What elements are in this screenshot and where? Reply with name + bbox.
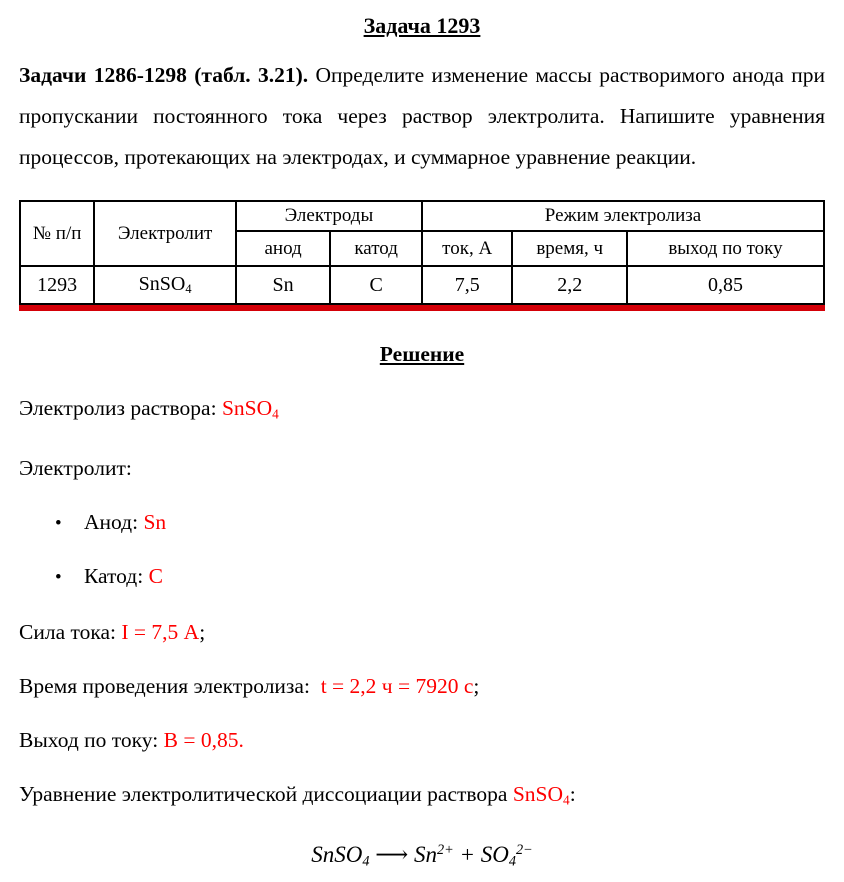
dissociation-equation: SnSO$_4$ ⟶ $Sn^{2+} + SO_4^{2-}$ xyxy=(311,841,533,870)
header-time: время, ч xyxy=(512,231,627,266)
cell-electrolyte: SnSO$_4$ xyxy=(94,266,236,304)
solution-line-time: Время проведения электролиза: t = 2,2 ч = 7920 с; xyxy=(19,674,480,699)
solution-line-electrolyte-label: Электролит: xyxy=(19,456,132,481)
header-anode: анод xyxy=(236,231,330,266)
table-row xyxy=(20,266,824,304)
problem-statement: Задачи 1286-1298 (табл. 3.21). Определите изменение массы растворимого анода при пропускании постоянного тока через раствор электролита. Напишите уравнения процессов, протекающих на электродах, и суммарное уравнение реакции. xyxy=(19,63,825,169)
conditions-table xyxy=(19,200,825,305)
solution-line-yield: Выход по току: В = 0,85. xyxy=(19,728,244,753)
header-group-mode: Режим электролиза xyxy=(422,201,824,231)
solution-line-electrolysis: Электролиз раствора: SnSO$_4$ xyxy=(19,396,279,422)
electrode-list xyxy=(19,509,825,591)
page-title: Задача 1293 xyxy=(363,13,481,38)
cell-current: 7,5 xyxy=(422,266,512,304)
header-electrolyte: Электролит xyxy=(94,201,236,266)
cell-num: 1293 xyxy=(20,266,94,304)
solution-heading: Решение xyxy=(379,342,465,366)
list-item-cathode-text: Катод: C xyxy=(84,564,163,589)
cell-cathode: C xyxy=(330,266,422,304)
bullet-icon: • xyxy=(55,513,62,535)
list-item-anode-text: Анод: Sn xyxy=(84,510,167,535)
solution-line-current: Сила тока: I = 7,5 А; xyxy=(19,620,206,645)
cell-anode: Sn xyxy=(236,266,330,304)
header-current: ток, А xyxy=(422,231,512,266)
header-cathode: катод xyxy=(330,231,422,266)
table-underline-rule xyxy=(19,305,825,311)
header-yield: выход по току xyxy=(627,231,824,266)
header-group-electrodes: Электроды xyxy=(236,201,422,231)
cell-yield: 0,85 xyxy=(627,266,824,304)
bullet-icon: • xyxy=(55,567,62,589)
list-item-anode xyxy=(55,509,825,537)
cell-time: 2,2 xyxy=(512,266,627,304)
header-num: № п/п xyxy=(20,201,94,266)
list-item-cathode xyxy=(55,563,825,591)
solution-line-dissociation: Уравнение электролитической диссоциации раствора SnSO$_4$: xyxy=(19,782,576,808)
